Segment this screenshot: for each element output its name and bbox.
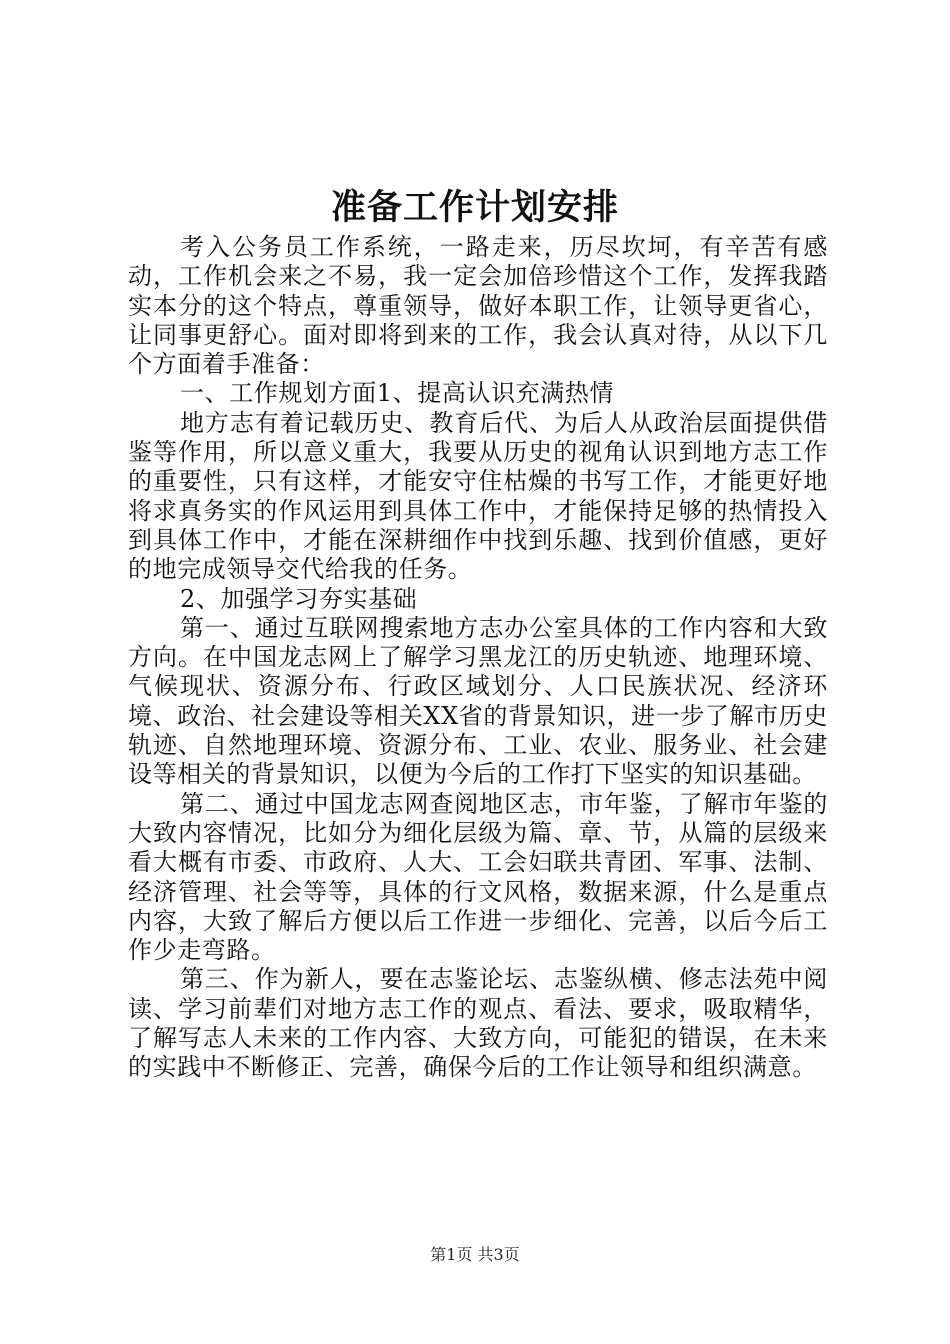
paragraph-local-chronicle: 地方志有着记载历史、教育后代、为后人从政治层面提供借鉴等作用，所以意义重大，我要从历史的视角认识到地方志工作的重要性，只有这样，才能安守住枯燥的书写工作，才能更好地将求真务实的作风运用到具体工作中，才能保持足够的热情投入到具体工作中，才能在深耕细作中找到乐趣、找到价值感，更好的地完成领导交代给我的任务。	[128, 408, 828, 584]
document-title: 准备工作计划安排	[330, 187, 619, 228]
page-number-footer: 第1页 共3页	[430, 1245, 520, 1264]
paragraph-second: 第二、通过中国龙志网查阅地区志，市年鉴，了解市年鉴的大致内容情况，比如分为细化层级为篇、章、节，从篇的层级来看大概有市委、市政府、人大、工会妇联共青团、军事、法制、经济管理、社会等等，具体的行文风格，数据来源，什么是重点内容，大致了解后方便以后工作进一步细化、完善，以后今后工作少走弯路。	[128, 789, 828, 965]
document-body	[128, 233, 828, 1083]
section-heading-strengthen-learning: 2、加强学习夯实基础	[180, 584, 418, 613]
paragraph-first: 第一、通过互联网搜索地方志办公室具体的工作内容和大致方向。在中国龙志网上了解学习黑龙江的历史轨迹、地理环境、气候现状、资源分布、行政区域划分、人口民族状况、经济环境、政治、社会建设等相关XX省的背景知识，进一步了解市历史轨迹、自然地理环境、资源分布、工业、农业、服务业、社会建设等相关的背景知识，以便为今后的工作打下坚实的知识基础。	[128, 613, 828, 789]
paragraph-intro: 考入公务员工作系统，一路走来，历尽坎坷，有辛苦有感动，工作机会来之不易，我一定会加倍珍惜这个工作，发挥我踏实本分的这个特点，尊重领导，做好本职工作，让领导更省心，让同事更舒心。面对即将到来的工作，我会认真对待，从以下几个方面着手准备：	[128, 233, 828, 379]
paragraph-third: 第三、作为新人，要在志鉴论坛、志鉴纵横、修志法苑中阅读、学习前辈们对地方志工作的观点、看法、要求，吸取精华，了解写志人未来的工作内容、大致方向，可能犯的错误，在未来的实践中不断修正、完善，确保今后的工作让领导和组织满意。	[128, 965, 828, 1082]
section-heading-work-planning: 一、工作规划方面1、提高认识充满热情	[180, 379, 615, 408]
